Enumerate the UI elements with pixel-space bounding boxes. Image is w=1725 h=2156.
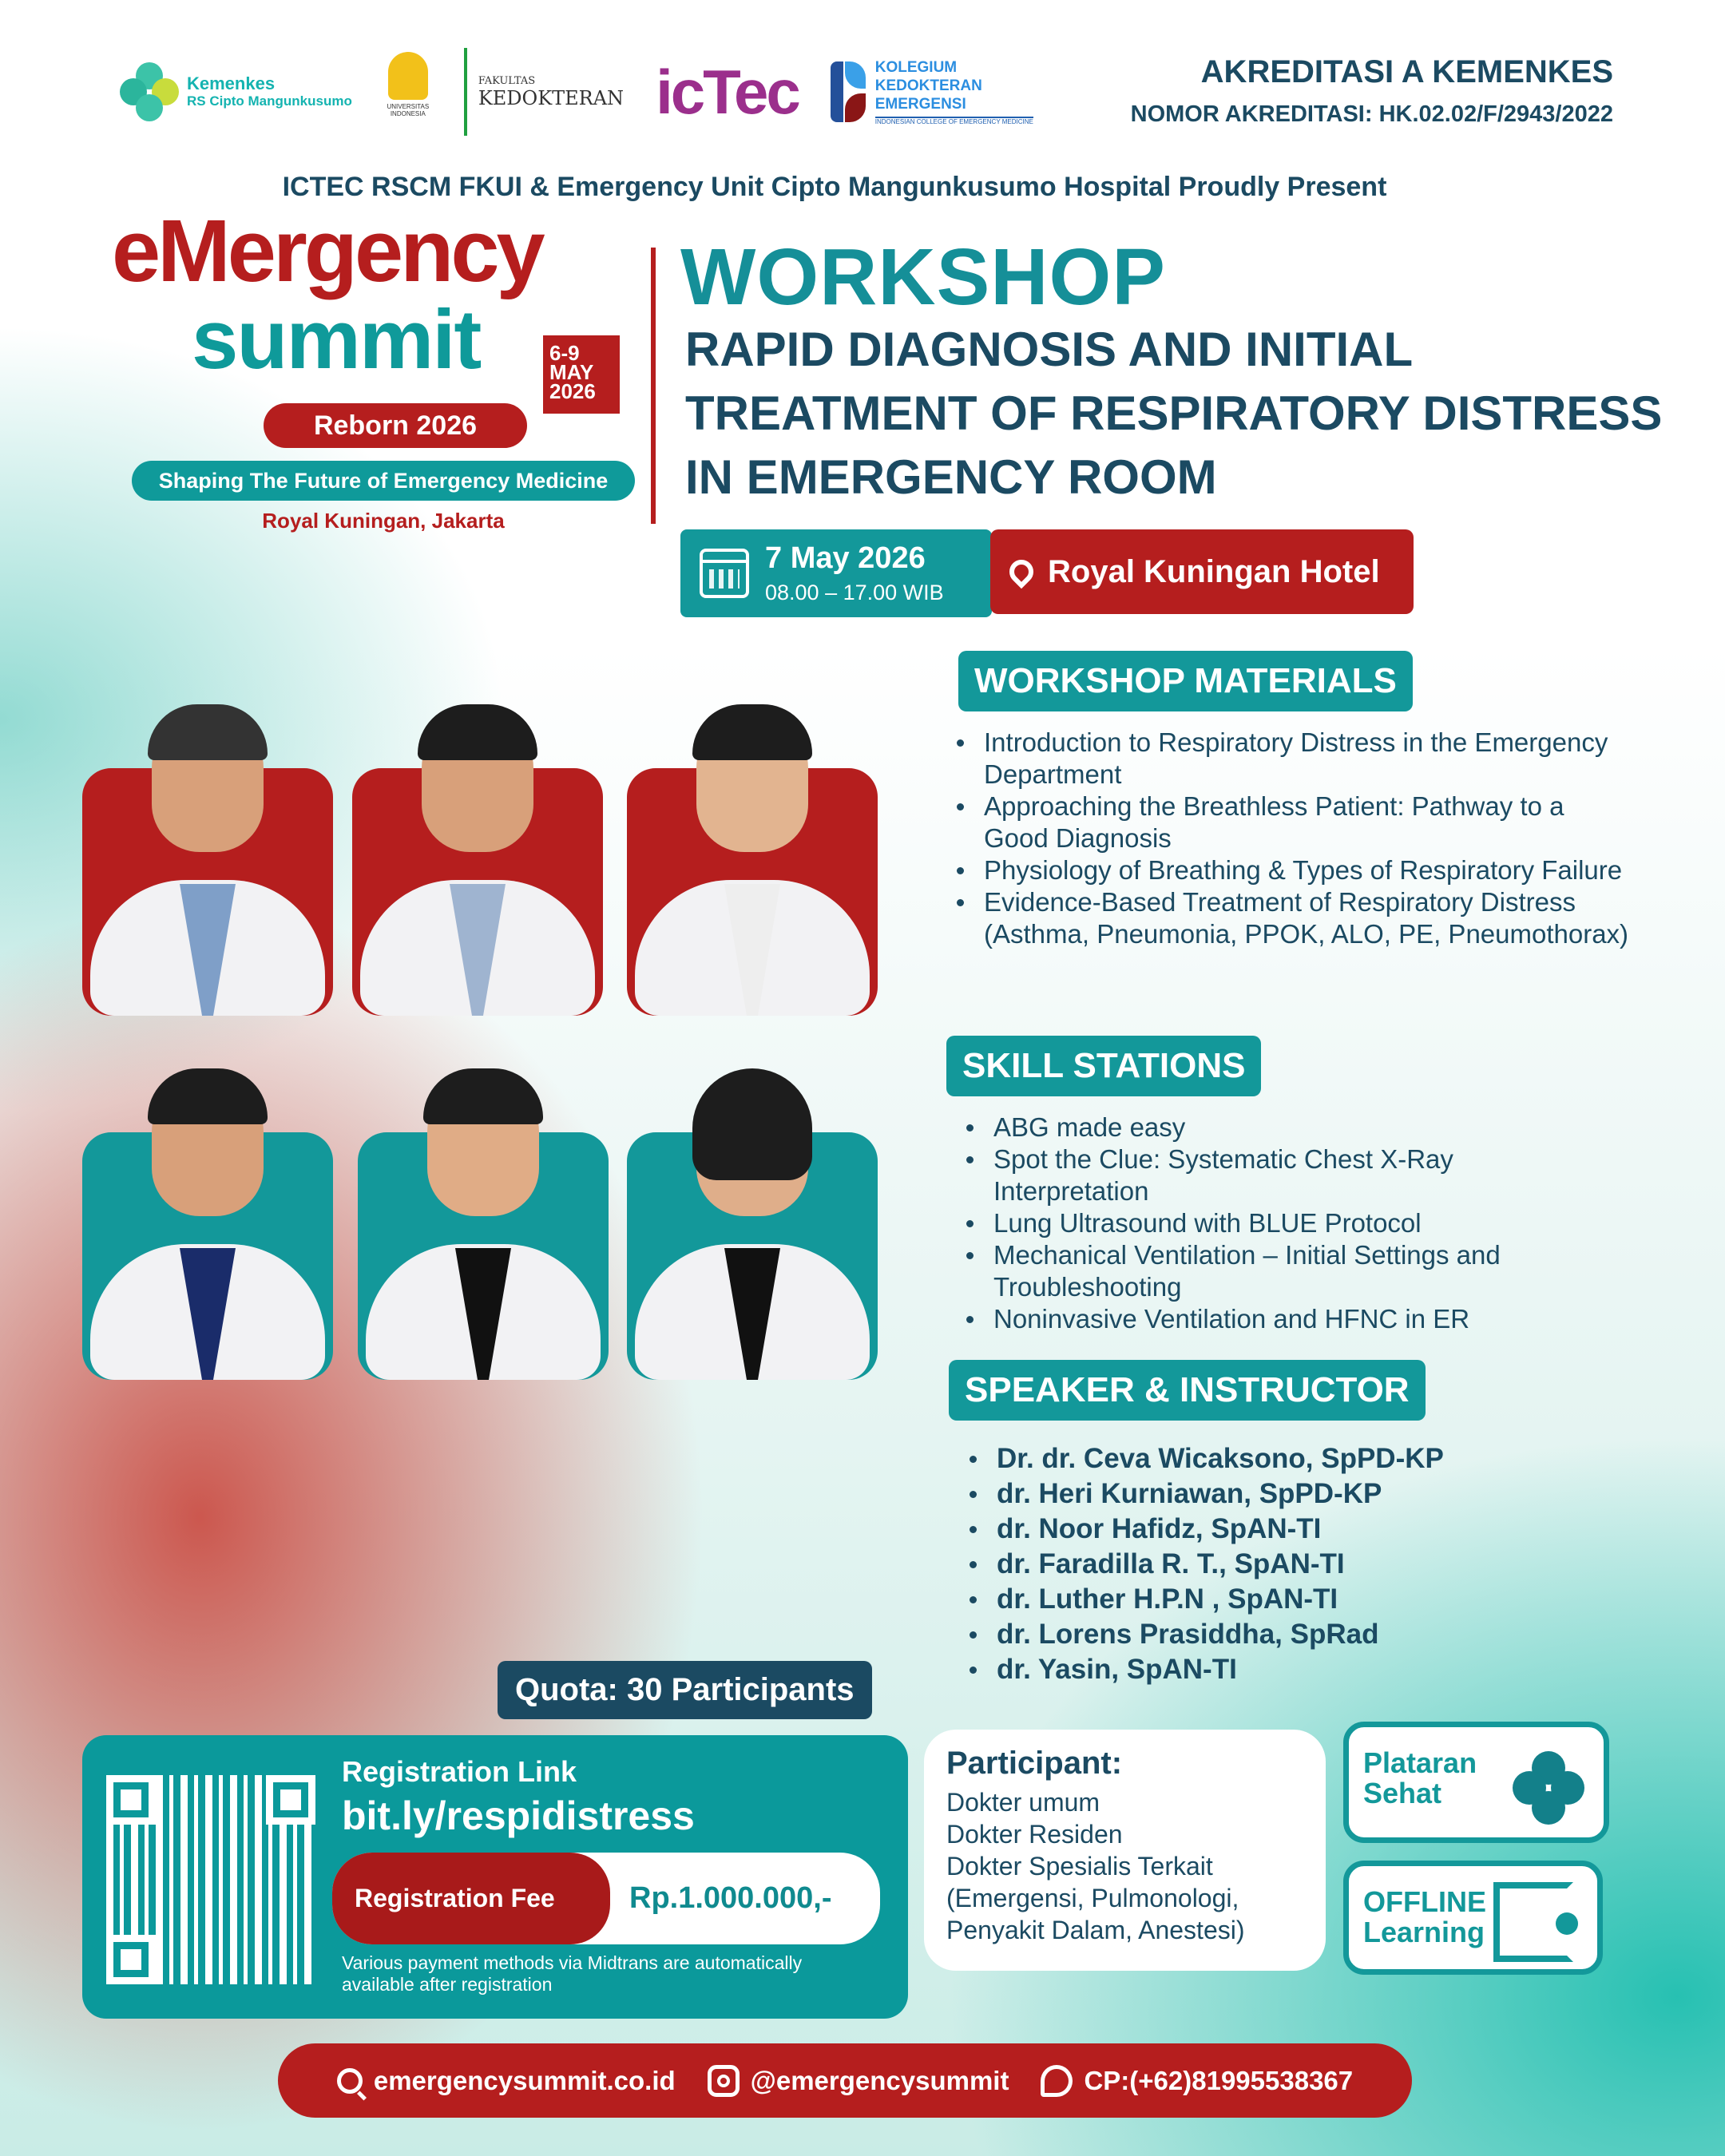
skills-heading: SKILL STATIONS xyxy=(946,1036,1261,1096)
badge-line: Learning xyxy=(1363,1916,1485,1948)
logo-word-summit: summit xyxy=(192,293,481,386)
fee-pill xyxy=(332,1853,880,1944)
participant-line: (Emergensi, Pulmonologi, xyxy=(946,1884,1239,1912)
emergency-summit-logo xyxy=(112,204,631,539)
kke-line: KEDOKTERAN xyxy=(874,77,982,94)
fee-value: Rp.1.000.000,- xyxy=(629,1881,832,1915)
accreditation-number: NOMOR AKREDITASI: HK.02.02/F/2943/2022 xyxy=(1130,101,1613,127)
quota-badge: Quota: 30 Participants xyxy=(498,1661,872,1719)
workshop-label: WORKSHOP xyxy=(680,232,1166,322)
list-item: Approaching the Breathless Patient: Pathway to a Good Diagnosis xyxy=(955,791,1634,854)
contact-text: CP:(+62)81995538367 xyxy=(1084,2065,1354,2095)
website-link[interactable] xyxy=(337,2066,676,2096)
speakers-list xyxy=(968,1441,1444,1687)
footer-contacts xyxy=(278,2043,1412,2118)
logo-location: Royal Kuningan, Jakarta xyxy=(262,509,505,533)
skills-list xyxy=(965,1112,1572,1335)
speaker-photo xyxy=(82,680,333,1016)
kemenkes-subtitle: RS Cipto Mangunkusumo xyxy=(187,93,352,109)
participant-line: Dokter umum xyxy=(946,1788,1100,1817)
speaker-name: dr. Heri Kurniawan, SpPD-KP xyxy=(968,1476,1444,1512)
logo-reborn: Reborn 2026 xyxy=(264,403,527,448)
logo-dates: 6-9 MAY 2026 xyxy=(543,335,620,414)
speaker-name: Dr. dr. Ceva Wicaksono, SpPD-KP xyxy=(968,1441,1444,1476)
whatsapp-icon xyxy=(1041,2065,1073,2097)
speaker-photo xyxy=(352,680,603,1016)
list-item: Mechanical Ventilation – Initial Settings and Troubleshooting xyxy=(965,1239,1572,1303)
accreditation xyxy=(1131,54,1613,128)
kemenkes-flower-icon xyxy=(120,62,179,121)
website-text: emergencysummit.co.id xyxy=(373,2065,676,2095)
list-item: Spot the Clue: Systematic Chest X-Ray Interpretation xyxy=(965,1143,1572,1207)
presenting-line: ICTEC RSCM FKUI & Emergency Unit Cipto Mangunkusumo Hospital Proudly Present xyxy=(282,172,1387,202)
kke-line: EMERGENSI xyxy=(874,96,966,113)
kemenkes-title: Kemenkes xyxy=(187,73,276,93)
logo-tagline: Shaping The Future of Emergency Medicine xyxy=(132,461,635,501)
plataran-sehat-badge xyxy=(1343,1722,1609,1843)
search-icon xyxy=(337,2068,363,2094)
kke-subtitle: INDONESIAN COLLEGE OF EMERGENCY MEDICINE xyxy=(874,118,1033,125)
kemenkes-logo xyxy=(120,62,352,121)
instagram-link[interactable] xyxy=(708,2065,1009,2097)
kke-line: KOLEGIUM xyxy=(874,59,958,76)
list-item: Introduction to Respiratory Distress in the Emergency Department xyxy=(955,727,1634,791)
instagram-icon xyxy=(708,2065,740,2097)
divider xyxy=(651,248,656,524)
materials-heading: WORKSHOP MATERIALS xyxy=(958,651,1413,711)
speaker-name: dr. Luther H.P.N , SpAN-TI xyxy=(968,1582,1444,1617)
logo-word-emergency: eMergency xyxy=(112,202,542,300)
calendar-icon xyxy=(700,549,749,598)
kke-mark-icon xyxy=(831,61,867,122)
list-item: Physiology of Breathing & Types of Respiratory Failure xyxy=(955,854,1634,886)
badge-line: OFFLINE xyxy=(1363,1885,1486,1918)
offline-learning-badge xyxy=(1343,1861,1603,1975)
participant-line: Penyakit Dalam, Anestesi) xyxy=(946,1916,1245,1944)
speaker-photo xyxy=(627,680,878,1016)
participant-line: Dokter Residen xyxy=(946,1820,1123,1849)
registration-label: Registration Link xyxy=(342,1755,577,1788)
participant-line: Dokter Spesialis Terkait xyxy=(946,1852,1213,1881)
instagram-text: @emergencysummit xyxy=(750,2065,1009,2095)
registration-panel xyxy=(82,1735,908,2019)
registration-link[interactable]: bit.ly/respidistress xyxy=(342,1793,695,1838)
accreditation-title: AKREDITASI A KEMENKES xyxy=(1200,54,1613,89)
ui-logo xyxy=(384,52,432,132)
fee-label: Registration Fee xyxy=(332,1853,610,1944)
venue: Royal Kuningan Hotel xyxy=(1048,553,1380,589)
payment-note: Various payment methods via Midtrans are automatically available after registration xyxy=(342,1952,803,1995)
participant-heading: Participant: xyxy=(946,1746,1123,1781)
participant-box xyxy=(924,1730,1326,1971)
location-pin-icon xyxy=(1005,555,1038,589)
speaker-name: dr. Faradilla R. T., SpAN-TI xyxy=(968,1547,1444,1582)
speaker-photo xyxy=(627,1044,878,1380)
ui-emblem-icon xyxy=(388,52,428,100)
event-time: 08.00 – 17.00 WIB xyxy=(765,581,944,604)
partner-logos xyxy=(120,48,1033,136)
speakers-heading: SPEAKER & INSTRUCTOR xyxy=(949,1360,1426,1421)
badge-line: Sehat xyxy=(1363,1777,1442,1809)
list-item: Noninvasive Ventilation and HFNC in ER xyxy=(965,1303,1572,1335)
fk-small: FAKULTAS xyxy=(478,74,536,87)
speaker-photo xyxy=(82,1044,333,1380)
workshop-title: RAPID DIAGNOSIS AND INITIAL TREATMENT OF RESPIRATORY DISTRESS IN EMERGENCY ROOM xyxy=(685,323,1663,504)
ictec-logo: icTec xyxy=(656,56,799,127)
kke-logo xyxy=(831,58,1033,125)
speaker-name: dr. Yasin, SpAN-TI xyxy=(968,1652,1444,1687)
badge-line: Plataran xyxy=(1363,1746,1477,1779)
venue-box xyxy=(990,529,1414,614)
whatsapp-contact[interactable] xyxy=(1041,2065,1353,2097)
fk-big: KEDOKTERAN xyxy=(478,86,625,109)
list-item: ABG made easy xyxy=(965,1112,1572,1143)
qr-code-icon[interactable] xyxy=(106,1775,315,1984)
speaker-name: dr. Noor Hafidz, SpAN-TI xyxy=(968,1512,1444,1547)
list-item: Evidence-Based Treatment of Respiratory Distress (Asthma, Pneumonia, PPOK, ALO, PE, Pneumothorax) xyxy=(955,886,1634,950)
kemenkes-flower-icon xyxy=(1513,1751,1584,1825)
event-date: 7 May 2026 xyxy=(765,541,926,575)
materials-list xyxy=(955,727,1634,950)
teacher-board-icon xyxy=(1493,1882,1573,1962)
speaker-photo xyxy=(358,1044,609,1380)
ui-text: UNIVERSITAS INDONESIA xyxy=(387,103,430,117)
date-box xyxy=(680,529,992,617)
fk-logo xyxy=(464,48,624,136)
speaker-name: dr. Lorens Prasiddha, SpRad xyxy=(968,1617,1444,1652)
list-item: Lung Ultrasound with BLUE Protocol xyxy=(965,1207,1572,1239)
